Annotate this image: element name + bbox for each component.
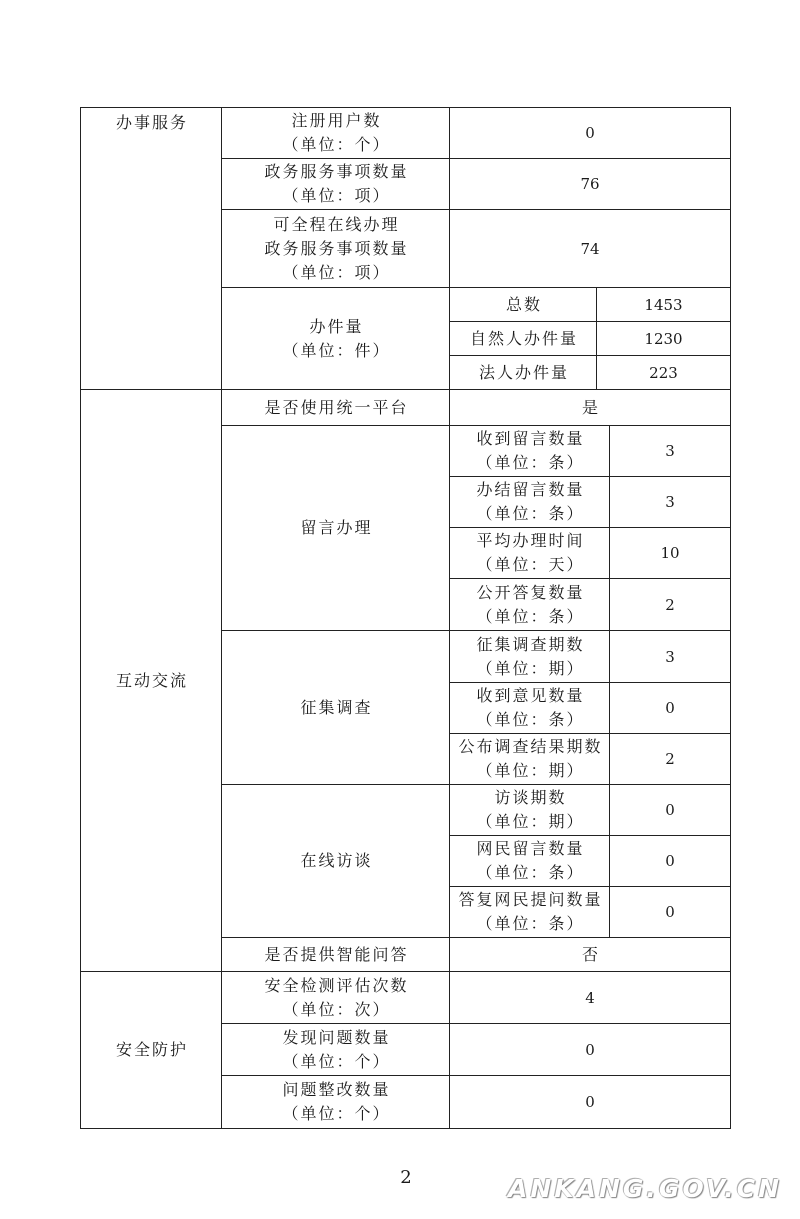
item-security-checks [222,972,450,1024]
item-messages [222,426,450,631]
subitem-cases-total [450,288,597,322]
item-unit: （单位：件） [282,340,391,360]
item-unit: （单位：项） [282,186,391,205]
subitem-unit: （单位：条） [476,863,585,882]
subitem-label: 答复网民提问数量 [458,890,603,909]
subitem-unit: （单位：期） [476,812,585,831]
item-registered-users [222,108,450,159]
subitem-label: 法人办件量 [478,362,569,382]
statistics-table [80,107,731,1129]
item-label: 问题整改数量 [282,1080,391,1099]
item-smart-qa [222,938,450,972]
subitem-value: 10 [660,544,680,562]
item-cases [222,288,450,390]
subitem-value: 0 [665,852,675,870]
subitem-value: 0 [665,699,675,717]
subitem-interviews-answers [450,887,610,938]
value-cases-legal [597,356,731,390]
item-issues-found [222,1024,450,1076]
value-issues-fixed [450,1076,731,1129]
value-issues-found [450,1024,731,1076]
subitem-label: 访谈期数 [494,788,567,807]
subitem-label: 平均办理时间 [476,531,585,550]
item-label: 在线访谈 [300,851,373,870]
subitem-value: 2 [665,595,675,614]
subitem-unit: （单位：条） [476,914,585,933]
subitem-label: 公开答复数量 [476,582,585,602]
value-messages-closed [610,477,731,528]
category-security [81,972,222,1129]
item-unified-platform [222,390,450,426]
subitem-surveys-periods [450,631,610,683]
item-unit: （单位：项） [282,262,391,282]
subitem-unit: （单位：期） [476,658,585,678]
subitem-surveys-results [450,734,610,785]
item-label: 安全检测评估次数 [264,975,409,995]
subitem-messages-received [450,426,610,477]
subitem-interviews-messages [450,836,610,887]
item-value: 0 [585,1040,595,1059]
subitem-label: 自然人办件量 [469,328,578,348]
subitem-messages-closed [450,477,610,528]
subitem-messages-public-replies [450,579,610,631]
item-label: 征集调查 [300,697,373,717]
value-service-items [450,159,731,210]
subitem-value: 3 [665,442,675,460]
subitem-label: 网民留言数量 [476,839,585,858]
subitem-surveys-opinions [450,683,610,734]
subitem-value: 2 [665,750,675,768]
value-interviews-answers [610,887,731,938]
item-unit: （单位：个） [282,135,391,154]
value-security-checks [450,972,731,1024]
item-surveys [222,631,450,785]
subitem-value: 0 [665,903,675,921]
category-label: 互动交流 [115,670,188,690]
watermark: ANKANG.GOV.CN [508,1174,783,1203]
value-messages-avg-time [610,528,731,579]
subitem-unit: （单位：条） [476,606,585,626]
value-messages-received [610,426,731,477]
value-interviews-periods [610,785,731,836]
item-unit: （单位：个） [282,1104,391,1123]
value-surveys-opinions [610,683,731,734]
subitem-value: 1230 [644,329,683,348]
value-online-items [450,210,731,288]
item-label: 是否使用统一平台 [264,397,409,417]
value-surveys-results [610,734,731,785]
value-registered-users [450,108,731,159]
subitem-label: 公布调查结果期数 [458,737,603,756]
subitem-unit: （单位：期） [476,761,585,780]
subitem-value: 3 [665,493,675,511]
subitem-value: 0 [665,801,675,819]
subitem-label: 收到留言数量 [476,429,585,448]
item-value: 0 [585,124,595,142]
category-label: 安全防护 [115,1040,188,1059]
item-value: 74 [580,239,600,258]
subitem-messages-avg-time [450,528,610,579]
item-label: 是否提供智能问答 [264,944,409,964]
item-value: 是 [581,397,600,417]
item-interviews [222,785,450,938]
subitem-cases-natural [450,322,597,356]
item-value: 4 [585,988,595,1007]
subitem-cases-legal [450,356,597,390]
item-online-items [222,210,450,288]
subitem-unit: （单位：条） [476,504,585,523]
item-label: 留言办理 [300,518,373,537]
value-smart-qa [450,938,731,972]
subitem-label: 总数 [505,294,542,314]
item-issues-fixed [222,1076,450,1129]
item-label-line2: 政务服务事项数量 [264,238,409,258]
value-cases-total [597,288,731,322]
item-value: 否 [581,944,600,964]
subitem-unit: （单位：天） [476,555,585,574]
subitem-unit: （单位：条） [476,453,585,472]
item-label: 发现问题数量 [282,1027,391,1047]
item-value: 0 [585,1093,595,1111]
category-interaction [81,390,222,972]
subitem-label: 收到意见数量 [476,686,585,705]
subitem-label: 办结留言数量 [476,480,585,499]
subitem-label: 征集调查期数 [476,634,585,654]
item-value: 76 [580,175,600,193]
value-unified-platform [450,390,731,426]
item-service-items [222,159,450,210]
subitem-value: 223 [649,363,678,382]
category-service [81,108,222,390]
value-messages-public-replies [610,579,731,631]
subitem-interviews-periods [450,785,610,836]
item-label-line1: 可全程在线办理 [273,214,400,234]
item-label: 注册用户数 [291,111,382,130]
item-unit: （单位：次） [282,999,391,1019]
value-interviews-messages [610,836,731,887]
item-label: 政务服务事项数量 [264,162,409,181]
page-number: 2 [400,1167,412,1188]
subitem-value: 1453 [644,295,683,314]
item-label: 办件量 [309,316,364,336]
subitem-value: 3 [665,647,675,666]
value-cases-natural [597,322,731,356]
item-unit: （单位：个） [282,1051,391,1071]
subitem-unit: （单位：条） [476,710,585,729]
category-label: 办事服务 [115,113,188,132]
value-surveys-periods [610,631,731,683]
